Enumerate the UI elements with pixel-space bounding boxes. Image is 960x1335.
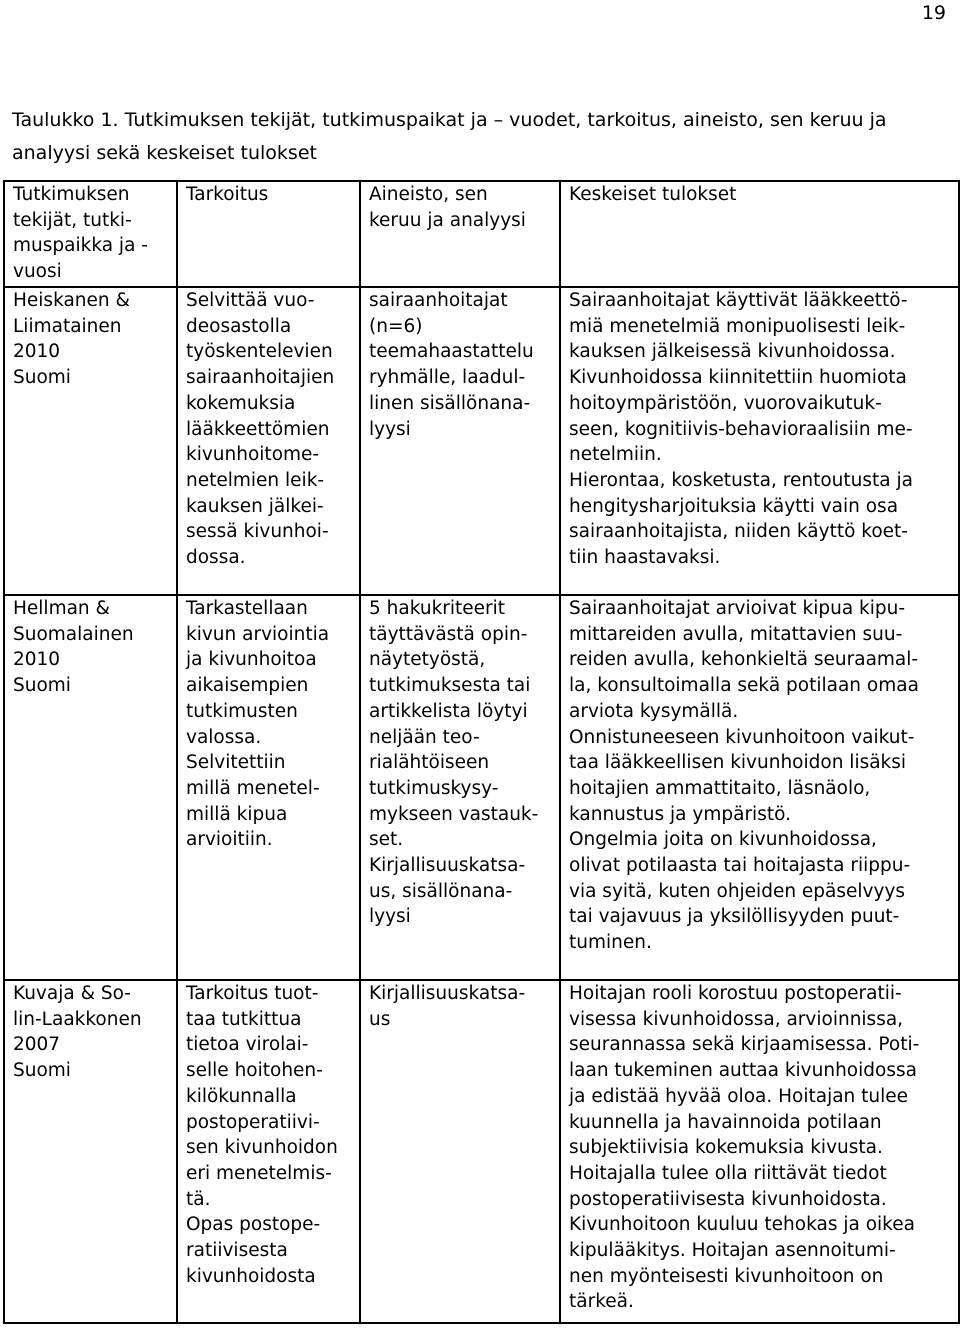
cell-line: tutkimusten xyxy=(186,700,298,722)
cell-results xyxy=(560,287,959,595)
cell-authors xyxy=(4,595,177,980)
cell-line: miä menetelmiä monipuolisesti leik- xyxy=(569,315,906,337)
cell-line: 5 hakukriteerit xyxy=(369,598,506,619)
cell-line: 2010 xyxy=(13,341,61,363)
cell-line: hoitajien ammattitaito, läsnäolo, xyxy=(569,777,871,799)
cell-line: kauksen jälkei- xyxy=(186,495,324,517)
cell-line: postoperatiivi- xyxy=(186,1111,320,1133)
cell-line: Hierontaa, kosketusta, rentoutusta ja xyxy=(569,469,913,491)
cell-line: set. xyxy=(369,829,404,851)
cell-line: seen, kognitiivis-behavioraalisiin me- xyxy=(569,418,913,440)
cell-line: tekijät, tutki- xyxy=(13,209,132,231)
cell-line: teemahaastattelu xyxy=(369,341,534,363)
cell-line: Keskeiset tulokset xyxy=(569,184,737,205)
cell-line: sen kivunhoidon xyxy=(186,1137,338,1159)
cell-line: lyysi xyxy=(369,418,411,440)
cell-line: ryhmälle, laadul- xyxy=(369,367,526,389)
cell-line: millä kipua xyxy=(186,803,288,825)
cell-line: 2007 xyxy=(13,1034,61,1056)
cell-line: arviota kysymällä. xyxy=(569,700,739,722)
cell-line: kokemuksia xyxy=(186,392,296,414)
cell-authors xyxy=(4,980,177,1323)
cell-line: reiden avulla, kehonkieltä seuraamal- xyxy=(569,649,919,671)
cell-line: Hellman & xyxy=(13,598,110,619)
cell-line: Sairaanhoitajat käyttivät lääkkeettö- xyxy=(569,290,908,311)
cell-authors xyxy=(4,287,177,595)
cell-line: Sairaanhoitajat arvioivat kipua kipu- xyxy=(569,598,906,619)
cell-line: tiin haastavaksi. xyxy=(569,547,721,569)
cell-line: arvioitiin. xyxy=(186,829,273,851)
cell-line: mykseen vastauk- xyxy=(369,803,539,825)
cell-line: selle hoitohen- xyxy=(186,1060,323,1082)
cell-line: kivunhoidosta xyxy=(186,1265,316,1287)
cell-line: taa lääkkeellisen kivunhoidon lisäksi xyxy=(569,752,907,774)
cell-line: hengitysharjoituksia käytti vain osa xyxy=(569,495,899,517)
cell-line: dossa. xyxy=(186,547,246,569)
cell-line: kuunnella ja havainnoida potilaan xyxy=(569,1111,882,1133)
header-purpose xyxy=(177,181,360,287)
cell-line: Suomalainen xyxy=(13,623,134,645)
cell-line: sairaanhoitajat xyxy=(369,290,508,311)
cell-line: (n=6) xyxy=(369,315,423,337)
cell-line: us, sisällönana- xyxy=(369,880,513,902)
cell-line: Kirjallisuuskatsa- xyxy=(369,983,526,1004)
table-caption: Taulukko 1. Tutkimuksen tekijät, tutkimuspaikat ja – vuodet, tarkoitus, aineisto, sen keruu ja analyysi sekä keskeiset tulokset xyxy=(12,109,887,164)
cell-line: Heiskanen & xyxy=(13,290,130,311)
page-number: 19 xyxy=(921,2,946,24)
cell-line: tuminen. xyxy=(569,932,652,954)
cell-line: sessä kivunhoi- xyxy=(186,521,329,543)
cell-line: Tarkoitus tuot- xyxy=(186,983,319,1004)
cell-line: kilökunnalla xyxy=(186,1085,297,1107)
cell-material xyxy=(360,287,560,595)
cell-line: kauksen jälkeisessä kivunhoidossa. xyxy=(569,341,896,363)
table-header-row xyxy=(4,181,959,287)
cell-line: Liimatainen xyxy=(13,315,122,337)
cell-line: kannustus ja ympäristö. xyxy=(569,803,791,825)
cell-results xyxy=(560,980,959,1323)
cell-line: kivun arviointia xyxy=(186,623,330,645)
cell-line: millä menetel- xyxy=(186,777,320,799)
cell-line: Ongelmia joita on kivunhoidossa, xyxy=(569,829,877,851)
cell-material xyxy=(360,980,560,1323)
cell-line: vuosi xyxy=(13,261,62,283)
cell-line: Kuvaja & So- xyxy=(13,983,131,1004)
cell-line: kivunhoitome- xyxy=(186,444,320,466)
cell-purpose xyxy=(177,287,360,595)
cell-line: tutkimuksesta tai xyxy=(369,675,531,697)
cell-line: tietoa virolai- xyxy=(186,1034,309,1056)
cell-line: deosastolla xyxy=(186,315,292,337)
cell-line: Suomi xyxy=(13,675,71,697)
cell-line: artikkelista löytyi xyxy=(369,700,528,722)
cell-line: tai vajavuus ja yksilöllisyyden puut- xyxy=(569,906,900,928)
cell-line: seurannassa sekä kirjaamisessa. Poti- xyxy=(569,1034,920,1056)
cell-line: tärkeä. xyxy=(569,1291,634,1313)
cell-line: keruu ja analyysi xyxy=(369,209,526,231)
cell-line: kipulääkitys. Hoitajan asennoitumi- xyxy=(569,1240,896,1262)
cell-line: taa tutkittua xyxy=(186,1008,302,1030)
cell-line: Hoitajan rooli korostuu postoperatii- xyxy=(569,983,902,1004)
cell-line: Onnistuneeseen kivunhoitoon vaikut- xyxy=(569,726,915,748)
cell-purpose xyxy=(177,980,360,1323)
cell-line: Kivunhoitoon kuuluu tehokas ja oikea xyxy=(569,1214,915,1236)
cell-line: valossa. xyxy=(186,726,262,748)
cell-line: olivat potilaasta tai hoitajasta riippu- xyxy=(569,855,911,877)
cell-line: lyysi xyxy=(369,906,411,928)
cell-line: Aineisto, sen xyxy=(369,184,488,205)
cell-line: visessa kivunhoidossa, arvioinnissa, xyxy=(569,1008,904,1030)
studies-table xyxy=(3,180,960,1324)
cell-line: la, konsultoimalla sekä potilaan omaa xyxy=(569,675,919,697)
cell-line: sairaanhoitajista, niiden käyttö koet- xyxy=(569,521,908,543)
cell-purpose xyxy=(177,595,360,980)
cell-line: Selvittää vuo- xyxy=(186,290,315,311)
cell-line: Opas postope- xyxy=(186,1214,321,1236)
cell-line: postoperatiivisesta kivunhoidosta. xyxy=(569,1188,887,1210)
cell-line: näytetyöstä, xyxy=(369,649,486,671)
cell-line: sairaanhoitajien xyxy=(186,367,335,389)
cell-line: neljään teo- xyxy=(369,726,480,748)
cell-line: us xyxy=(369,1008,391,1030)
cell-line: via syitä, kuten ohjeiden epäselvyys xyxy=(569,880,906,902)
cell-line: tä. xyxy=(186,1188,211,1210)
cell-line: Tutkimuksen xyxy=(13,184,130,205)
table-row xyxy=(4,595,959,980)
cell-material xyxy=(360,595,560,980)
cell-line: lin-Laakkonen xyxy=(13,1008,142,1030)
table-row xyxy=(4,287,959,595)
cell-line: Hoitajalla tulee olla riittävät tiedot xyxy=(569,1162,887,1184)
cell-line: täyttävästä opin- xyxy=(369,623,528,645)
cell-line: hoitoympäristöön, vuorovaikutuk- xyxy=(569,392,882,414)
cell-line: työskentelevien xyxy=(186,341,333,363)
cell-line: ja edistää hyvää oloa. Hoitajan tulee xyxy=(569,1085,909,1107)
cell-line: Suomi xyxy=(13,367,71,389)
cell-line: Selvitettiin xyxy=(186,752,286,774)
header-material xyxy=(360,181,560,287)
cell-line: 2010 xyxy=(13,649,61,671)
cell-line: mittareiden avulla, mitattavien suu- xyxy=(569,623,903,645)
cell-line: Tarkoitus xyxy=(186,184,269,205)
cell-line: Suomi xyxy=(13,1060,71,1082)
header-results xyxy=(560,181,959,287)
cell-line: nen myönteisesti kivunhoitoon on xyxy=(569,1265,884,1287)
cell-line: aikaisempien xyxy=(186,675,309,697)
cell-line: linen sisällönana- xyxy=(369,392,531,414)
cell-line: netelmien leik- xyxy=(186,469,325,491)
cell-line: muspaikka ja - xyxy=(13,235,148,257)
cell-line: laan tukeminen auttaa kivunhoidossa xyxy=(569,1060,917,1082)
cell-line: eri menetelmis- xyxy=(186,1162,332,1184)
cell-results xyxy=(560,595,959,980)
cell-line: subjektiivisia kokemuksia kivusta. xyxy=(569,1137,883,1159)
cell-line: ratiivisesta xyxy=(186,1240,288,1262)
cell-line: Kirjallisuuskatsa- xyxy=(369,855,526,877)
cell-line: rialähtöiseen xyxy=(369,752,490,774)
cell-line: Kivunhoidossa kiinnitettiin huomiota xyxy=(569,367,907,389)
header-authors xyxy=(4,181,177,287)
cell-line: tutkimuskysy- xyxy=(369,777,499,799)
table-row xyxy=(4,980,959,1323)
cell-line: netelmiin. xyxy=(569,444,662,466)
cell-line: Tarkastellaan xyxy=(186,598,308,619)
cell-line: ja kivunhoitoa xyxy=(186,649,317,671)
cell-line: lääkkeettömien xyxy=(186,418,330,440)
